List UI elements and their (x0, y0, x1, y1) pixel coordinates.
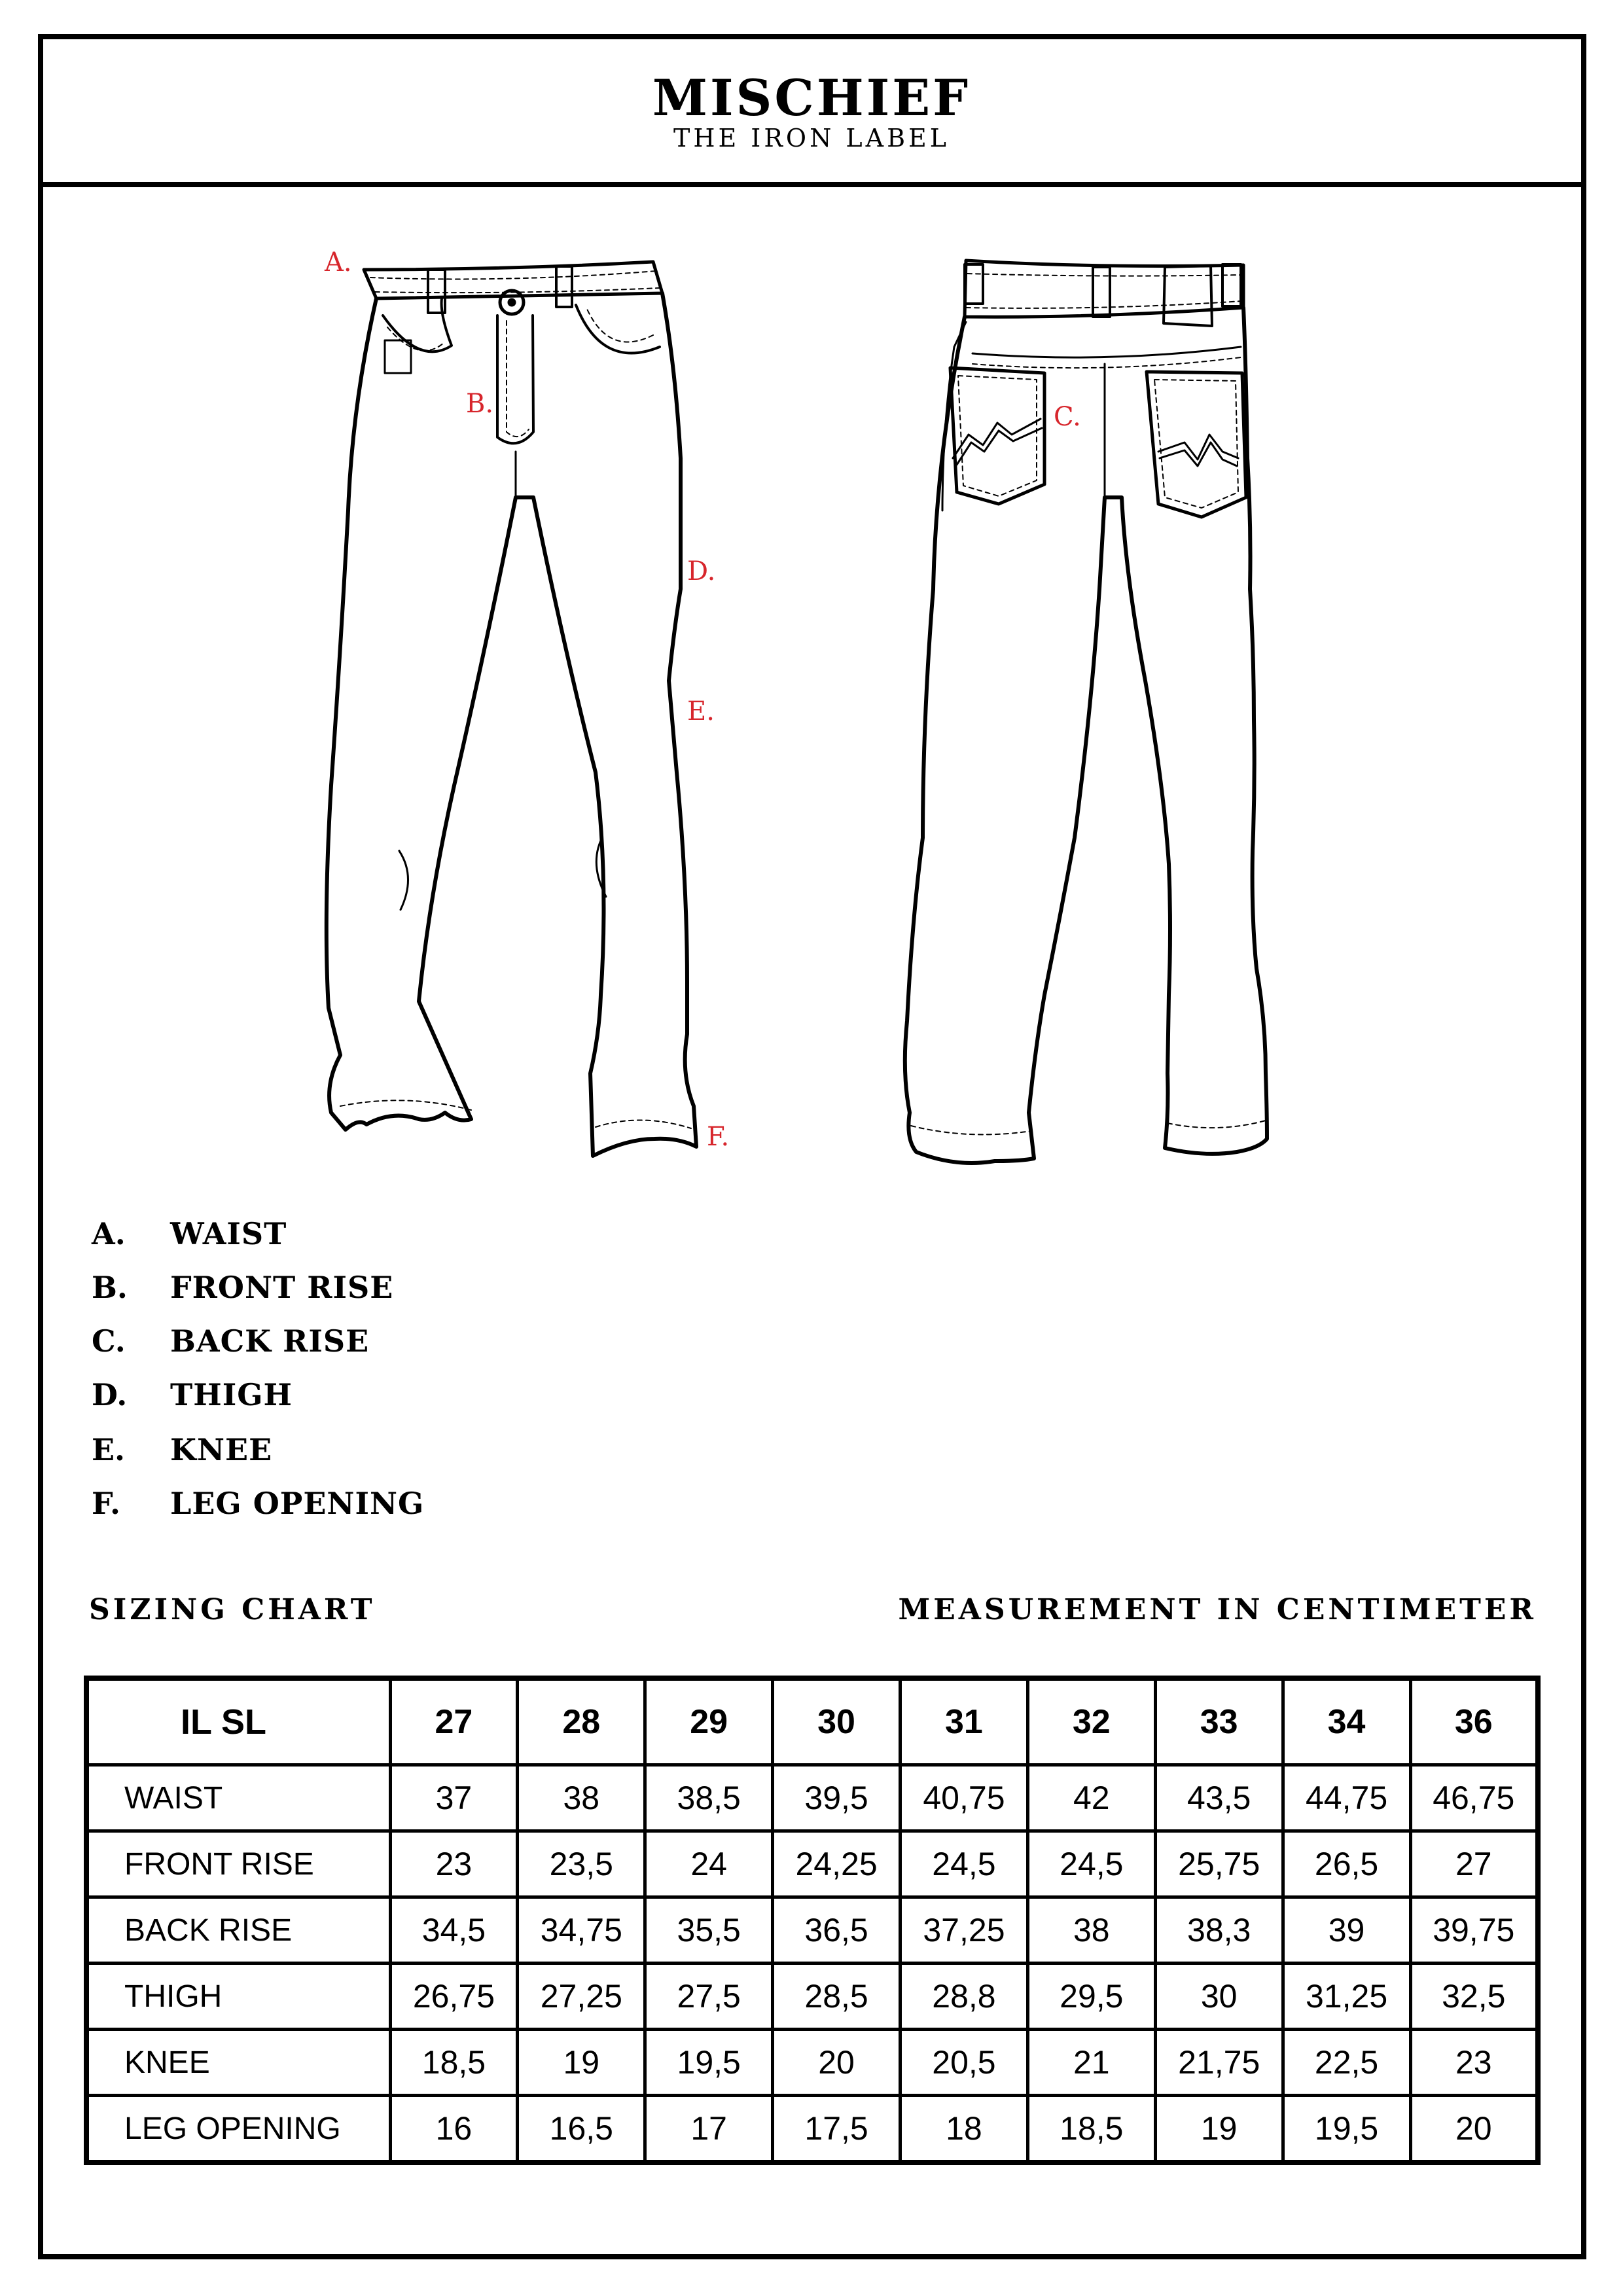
table-cell: 20 (773, 2030, 901, 2096)
marker-e: E. (687, 696, 715, 726)
back-jeans-drawing (905, 260, 1267, 1163)
table-cell: 27 (1410, 1831, 1538, 1897)
front-pocket-left (383, 298, 452, 351)
back-pocket-left (950, 368, 1044, 504)
legend-item (92, 1377, 615, 1419)
table-cell: 16,5 (518, 2096, 645, 2163)
row-label: KNEE (86, 2030, 390, 2096)
table-cell: 20,5 (901, 2030, 1028, 2096)
legend-label: THIGH (170, 1377, 293, 1412)
marker-d: D. (687, 556, 716, 586)
marker-f: F. (707, 1122, 730, 1152)
table-cell: 31,25 (1283, 1964, 1410, 2030)
table-cell: 23 (1410, 2030, 1538, 2096)
legend-letter: F. (92, 1486, 121, 1521)
table-cell: 39,5 (773, 1765, 901, 1831)
table-cell: 24 (645, 1831, 773, 1897)
table-cell: 32,5 (1410, 1964, 1538, 2030)
size-header: 28 (518, 1678, 645, 1765)
front-jeans-outline (327, 293, 696, 1156)
legend-item (92, 1323, 615, 1365)
table-row (86, 1831, 1538, 1897)
table-header-row (86, 1678, 1538, 1765)
table-cell: 26,5 (1283, 1831, 1410, 1897)
table-cell: 35,5 (645, 1897, 773, 1964)
table-row (86, 2030, 1538, 2096)
table-cell: 21,75 (1155, 2030, 1283, 2096)
table-row (86, 1964, 1538, 2030)
table-cell: 23,5 (518, 1831, 645, 1897)
table-cell: 16 (390, 2096, 518, 2163)
table-cell: 30 (1155, 1964, 1283, 2030)
brand-name: MISCHIEF (652, 69, 971, 127)
table-cell: 26,75 (390, 1964, 518, 2030)
table-cell: 38,3 (1155, 1897, 1283, 1964)
table-cell: 20 (1410, 2096, 1538, 2163)
table-cell: 17,5 (773, 2096, 901, 2163)
sizing-table (84, 1676, 1541, 2165)
legend-label: KNEE (170, 1432, 273, 1467)
table-cell: 19 (1155, 2096, 1283, 2163)
table-cell: 19 (518, 2030, 645, 2096)
legend-letter: A. (92, 1216, 126, 1251)
size-header: 32 (1027, 1678, 1155, 1765)
front-jeans-drawing (327, 262, 696, 1156)
back-belt-loop-center (1093, 267, 1110, 317)
table-cell: 37 (390, 1765, 518, 1831)
table-cell: 27,5 (645, 1964, 773, 2030)
table-cell: 38,5 (645, 1765, 773, 1831)
back-belt-loop-left (965, 264, 983, 304)
table-cell: 34,5 (390, 1897, 518, 1964)
sizing-chart-title: SIZING CHART (89, 1593, 376, 1626)
table-cell: 42 (1027, 1765, 1155, 1831)
table-cell: 23 (390, 1831, 518, 1897)
legend-letter: B. (92, 1270, 128, 1305)
table-cell: 29,5 (1027, 1964, 1155, 2030)
legend-label: LEG OPENING (170, 1486, 425, 1521)
legend-letter: E. (92, 1432, 126, 1467)
size-header: 34 (1283, 1678, 1410, 1765)
table-cell: 28,8 (901, 1964, 1028, 2030)
table-cell: 36,5 (773, 1897, 901, 1964)
legend-letter: D. (92, 1377, 128, 1412)
legend-item (92, 1488, 615, 1528)
table-cell: 28,5 (773, 1964, 901, 2030)
size-header: 29 (645, 1678, 773, 1765)
legend-item (92, 1432, 615, 1474)
table-cell: 44,75 (1283, 1765, 1410, 1831)
table-cell: 39,75 (1410, 1897, 1538, 1964)
table-cell: 18,5 (390, 2030, 518, 2096)
table-cell: 24,25 (773, 1831, 901, 1897)
back-jeans-outline (905, 308, 1267, 1163)
table-cell: 38 (1027, 1897, 1155, 1964)
marker-a: A. (325, 247, 352, 278)
legend-item (92, 1272, 615, 1312)
size-header: 27 (390, 1678, 518, 1765)
brand-subtitle: THE IRON LABEL (673, 124, 950, 152)
table-cell: 22,5 (1283, 2030, 1410, 2096)
table-cell: 25,75 (1155, 1831, 1283, 1897)
back-belt-loop-right (1222, 264, 1241, 306)
table-cell: 24,5 (901, 1831, 1028, 1897)
table-cell: 19,5 (645, 2030, 773, 2096)
legend-letter: C. (92, 1323, 126, 1359)
table-cell: 34,75 (518, 1897, 645, 1964)
table-corner-label: IL SL (86, 1678, 390, 1765)
marker-c: C. (1054, 402, 1081, 432)
row-label: FRONT RISE (86, 1831, 390, 1897)
measurement-unit-note: MEASUREMENT IN CENTIMETER (898, 1593, 1537, 1626)
front-waistband (364, 262, 662, 298)
marker-b: B. (466, 389, 494, 419)
table-cell: 18 (901, 2096, 1028, 2163)
table-cell: 24,5 (1027, 1831, 1155, 1897)
size-header: 31 (901, 1678, 1028, 1765)
table-row (86, 1765, 1538, 1831)
table-cell: 39 (1283, 1897, 1410, 1964)
table-cell: 27,25 (518, 1964, 645, 2030)
row-label: WAIST (86, 1765, 390, 1831)
table-cell: 46,75 (1410, 1765, 1538, 1831)
table-cell: 17 (645, 2096, 773, 2163)
table-cell: 18,5 (1027, 2096, 1155, 2163)
size-header: 36 (1410, 1678, 1538, 1765)
legend-label: WAIST (170, 1216, 287, 1251)
fly-stitching (497, 315, 533, 443)
table-cell: 21 (1027, 2030, 1155, 2096)
size-header: 30 (773, 1678, 901, 1765)
table-cell: 40,75 (901, 1765, 1028, 1831)
table-cell: 43,5 (1155, 1765, 1283, 1831)
size-header: 33 (1155, 1678, 1283, 1765)
legend-label: FRONT RISE (170, 1270, 394, 1305)
table-row (86, 1897, 1538, 1964)
legend-label: BACK RISE (170, 1323, 370, 1359)
table-cell: 38 (518, 1765, 645, 1831)
table-cell: 19,5 (1283, 2096, 1410, 2163)
legend-item (92, 1216, 615, 1258)
back-label-patch (1164, 266, 1212, 326)
table-cell: 37,25 (901, 1897, 1028, 1964)
table-row (86, 2096, 1538, 2163)
row-label: THIGH (86, 1964, 390, 2030)
row-label: BACK RISE (86, 1897, 390, 1964)
back-waistband (965, 260, 1243, 317)
front-belt-loop-right (556, 266, 572, 307)
row-label: LEG OPENING (86, 2096, 390, 2163)
